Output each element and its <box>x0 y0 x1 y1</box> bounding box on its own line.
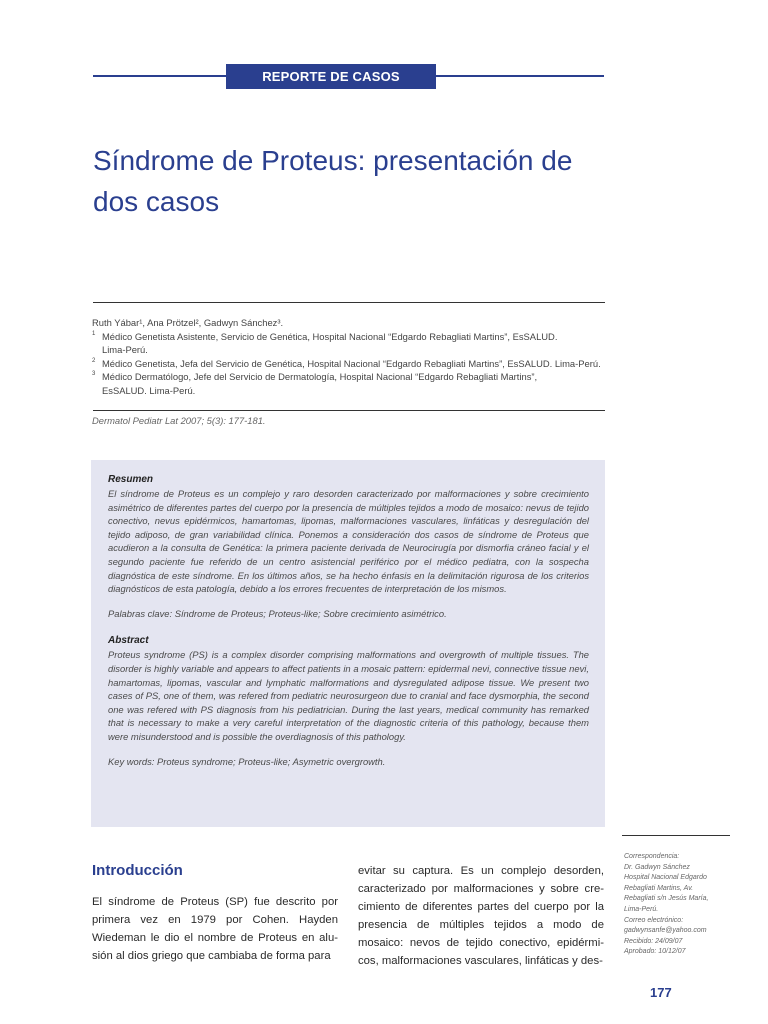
affiliation-marker: 3 <box>92 371 96 378</box>
text-line: community has remarked that is necessary to make a very careful interpretation of the diagnostic criteria of <box>108 703 590 729</box>
resumen-heading: Resumen <box>108 474 154 485</box>
text-line: Wiedeman le dio el nombre de Proteus en alu- <box>92 932 338 944</box>
text-line: Lima-Perú. <box>624 905 659 913</box>
text-line: crecimiento asimétrico de diferentes partes del cuerpo por la presencia de múltiples tejidos a modo de <box>108 488 589 513</box>
text-line: cimiento de diferentes partes del cuerpo por la <box>358 901 604 913</box>
title-line: dos casos <box>93 186 220 217</box>
affiliation-line: Lima-Perú. <box>102 344 148 356</box>
divider <box>93 410 605 411</box>
text-line: mosaico: nevus de tejido conectivo, nevus epidérmicos, hamartomas, lipomas, malformaciones vasculares, <box>108 501 590 527</box>
abstract-heading: Abstract <box>108 635 149 647</box>
affiliation-line: Médico Dermatólogo, Jefe del Servicio de Dermatología, Hospital Nacional “Edgardo Rebagliati Martins”, <box>102 371 538 383</box>
abstract-keywords: Key words: Proteus syndrome; Proteus-like; Asymetric overgrowth. <box>108 755 386 767</box>
text-line: presencia de múltiples tejidos a modo de <box>358 919 604 931</box>
text-line: mosaico: nevos de tejido conectivo, epidérmi- <box>358 937 604 949</box>
affiliation-3 <box>92 370 607 397</box>
title-line: Síndrome de Proteus: presentación de <box>93 145 573 176</box>
text-line: Recibido: 24/09/07 <box>624 937 683 945</box>
text-line: Correspondencia: <box>624 853 680 860</box>
sidebar-rule <box>622 835 730 836</box>
intro-heading: Introducción <box>92 862 183 879</box>
text-line: present two cases of PS, one of them, was refered from pediatric neurosurgeon due to cranial and face <box>108 676 589 702</box>
text-line: por el médico pediatra, con la sospecha diagnóstica de este síndrome. En los últimos años, se ha hecho <box>108 555 589 581</box>
author-names: Ruth Yábar¹, Ana Prötzel², Gadwyn Sánchez³. <box>92 317 284 328</box>
text-line: The disorder is highly variable and appears to affect patients in a mosaic pattern: epidermal nevi, connective <box>108 649 589 674</box>
text-line: Correo electrónico: <box>624 916 684 924</box>
abstract-box <box>91 460 605 827</box>
text-line: de síndrome de Proteus que acudieron a la consulta de Genética: la primera paciente derivada de <box>108 528 589 554</box>
text-line: Rebagliati s/n Jesús María, <box>624 895 709 903</box>
text-line: El síndrome de Proteus (SP) fue descrito por <box>92 896 338 908</box>
affiliation-line: Médico Genetista, Jefa del Servicio de Genética, Hospital Nacional “Edgardo Rebagliati Martins”, EsSALUD. Lima-Perú. <box>102 357 601 369</box>
text-line: Aprobado: 10/12/07 <box>624 948 686 956</box>
article-title <box>93 140 613 222</box>
text-line: this pathology, because them were misunderstood and is possible the overdiagnosis of this pathology. <box>108 717 589 742</box>
text-line: Hospital Nacional Edgardo <box>624 874 707 882</box>
text-line: Rebagliati Martins, Av. <box>624 884 694 892</box>
resumen-text <box>108 487 589 596</box>
text-line: El síndrome de Proteus es un complejo y raro desorden caracterizado por malformaciones y sobre <box>108 488 538 499</box>
text-line: evitar su captura. Es un complejo desorden, <box>358 865 604 877</box>
abstract-text <box>108 648 589 743</box>
affiliation-marker: 2 <box>92 357 96 364</box>
text-line: cos, malformaciones vasculares, linfáticas y des- <box>358 955 603 967</box>
affiliation-1 <box>92 330 607 357</box>
citation: Dermatol Pediatr Lat 2007; 5(3): 177-181. <box>92 415 266 426</box>
affiliation-line: EsSALUD. Lima-Perú. <box>102 384 196 396</box>
email-link[interactable]: gadwynsanfe@yahoo.com <box>624 927 707 935</box>
text-line: caracterizado por malformaciones y sobre cre- <box>358 883 604 895</box>
text-line: sión al dios griego que cambiaba de forma para <box>92 950 331 962</box>
affiliation-marker: 1 <box>92 330 96 337</box>
affiliation-line: Médico Genetista Asistente, Servicio de Genética, Hospital Nacional “Edgardo Rebagliati Martins”, EsSALUD. <box>102 330 558 342</box>
text-line: Neurocirugía por dismorfia cráneo facial y el segundo paciente fue referido de un centro asistencial periférico <box>108 542 589 567</box>
text-line: linfáticas y desregulación del tejido adiposo, de gran variabilidad clínica. Ponemos a consideración dos casos <box>108 515 589 540</box>
intro-column-1 <box>92 893 338 965</box>
author-block <box>92 316 607 398</box>
text-line: énfasis en la delimitación rigurosa de los criterios diagnósticos de esta patología, debido a los errores <box>108 569 590 595</box>
correspondence-block <box>624 852 734 958</box>
affiliation-2 <box>92 357 607 371</box>
text-line: frecuentes de interpretación de los mismos. <box>325 583 507 595</box>
text-line: Dr. Gadwyn Sánchez <box>624 863 690 871</box>
text-line: Proteus syndrome (PS) is a complex disorder comprising malformations and overgrowth of multiple tissues. <box>108 649 569 661</box>
divider <box>93 302 605 303</box>
section-label: REPORTE DE CASOS <box>226 64 436 89</box>
page-number: 177 <box>650 985 672 1000</box>
text-line: primera vez en 1979 por Cohen. Hayden <box>92 914 338 926</box>
intro-column-2 <box>358 862 604 970</box>
text-line: dysmorphia, the second one was refered with PS diagnosis from his pediatrician. During the last years, medical <box>108 690 589 715</box>
text-line: tissue nevi, hamartomas, lipomas, vascular and lymphatic malformations and dysregulated adipose tissue. We <box>108 662 589 688</box>
resumen-keywords: Palabras clave: Síndrome de Proteus; Proteus-like; Sobre crecimiento asimétrico. <box>108 607 447 619</box>
